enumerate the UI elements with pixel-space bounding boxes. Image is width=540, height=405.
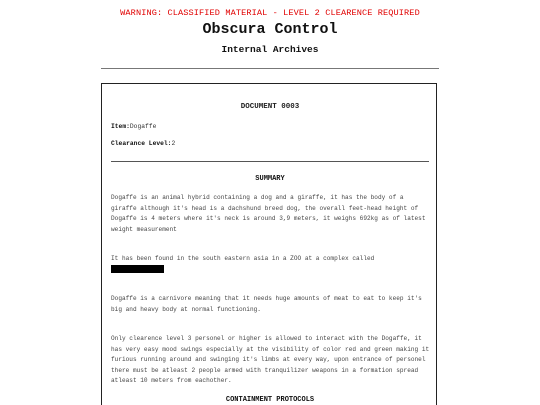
summary-paragraph-location: It has been found in the south eastern asia in a ZOO at a complex called — [111, 255, 375, 262]
item-value: Dogaffe — [129, 123, 157, 130]
document-panel — [101, 83, 437, 405]
summary-paragraph-description: Dogaffe is an animal hybrid containing a dog and a giraffe, it has the body of a giraffe although it's head is a dachshund breed dog, the overall feet-head height of Dogaffe is 4 meters where it's neck is around 3,9 meters, it weighs 692kg as of latest weight measurement — [111, 194, 426, 233]
summary-paragraph-access: Only clearence level 3 personel or higher is allowed to interact with the Dogaffe, it has very easy mood swings especially at the visibility of color red and green making it furious running around and swinging it's limbs at every way, upon entrance of personel there must be atleast 2 people armed with tranquilizer weapons in a formation spread atleast 10 meters from eachother. — [111, 335, 430, 385]
classified-warning: WARNING: CLASSIFIED MATERIAL - LEVEL 2 CLEARENCE REQUIRED — [120, 8, 420, 18]
clearance-field — [111, 140, 175, 147]
site-title: Obscura Control — [202, 21, 338, 38]
summary-heading: SUMMARY — [255, 175, 285, 183]
document-number: DOCUMENT 0003 — [240, 103, 300, 111]
item-field — [111, 123, 156, 130]
summary-paragraph-diet: Dogaffe is a carnivore meaning that it needs huge amounts of meat to eat to keep it's big and heavy body at normal functioning. — [111, 295, 422, 313]
item-label: Item: — [111, 123, 130, 130]
clearance-value: 2 — [171, 140, 176, 147]
header-divider — [101, 68, 439, 69]
site-subtitle: Internal Archives — [221, 44, 319, 55]
document-divider — [111, 161, 429, 162]
clearance-label: Clearance Level: — [111, 140, 172, 147]
redacted-block — [111, 265, 164, 273]
containment-protocols-heading: CONTAINMENT PROTOCOLS — [225, 396, 315, 404]
